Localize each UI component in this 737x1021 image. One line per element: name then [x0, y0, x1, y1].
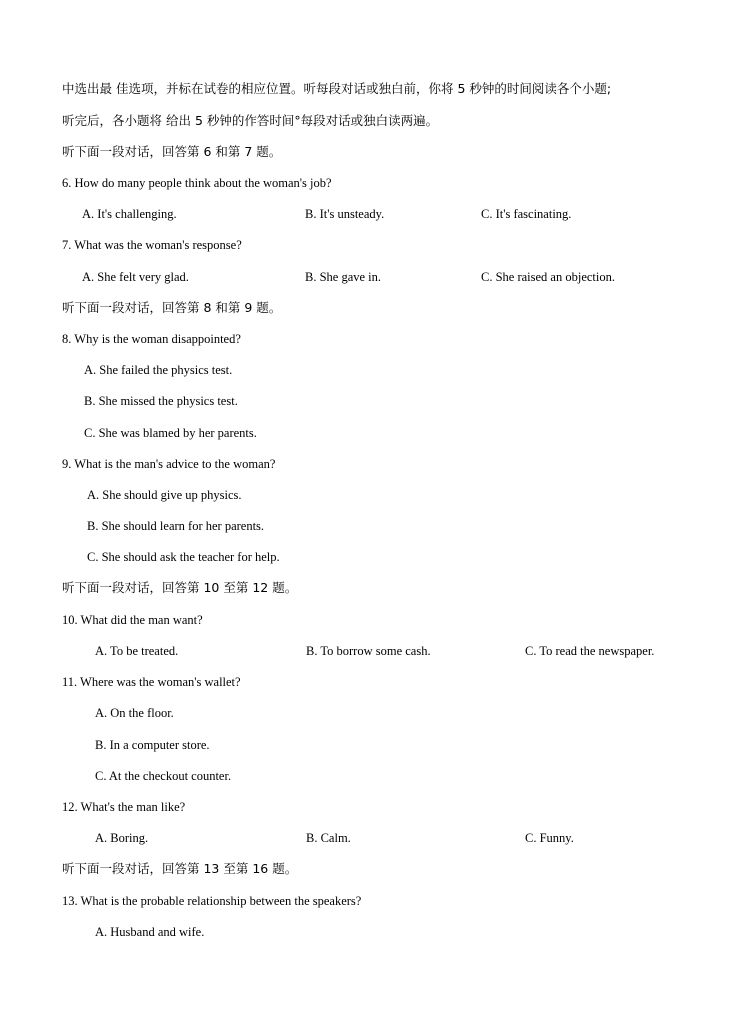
question-11-option-b: B. In a computer store.	[95, 738, 210, 752]
question-13-option-a: A. Husband and wife.	[95, 925, 205, 939]
question-10-option-c: C. To read the newspaper.	[525, 644, 655, 658]
intro-line-2: 听完后，各小题将 给出 5 秒钟的作答时间°每段对话或独白读两遍。	[62, 113, 439, 128]
question-9-option-a: A. She should give up physics.	[87, 488, 242, 502]
question-6-option-a: A. It's challenging.	[82, 207, 177, 221]
question-6-option-b: B. It's unsteady.	[305, 207, 385, 221]
question-8-option-c: C. She was blamed by her parents.	[84, 426, 257, 440]
question-7-stem: 7. What was the woman's response?	[62, 238, 242, 252]
question-8-stem: 8. Why is the woman disappointed?	[62, 332, 241, 346]
question-12-option-a: A. Boring.	[95, 831, 149, 845]
question-12-option-b: B. Calm.	[306, 831, 351, 845]
question-6-option-c: C. It's fascinating.	[481, 207, 572, 221]
question-12-stem: 12. What's the man like?	[62, 800, 186, 814]
section-heading-13-16: 听下面一段对话，回答第 13 至第 16 题。	[62, 861, 298, 876]
intro-line-1: 中选出最 佳选项，并标在试卷的相应位置。听每段对话或独白前，你将 5 秒钟的时间阅读各个小题;	[62, 81, 612, 96]
section-heading-10-12: 听下面一段对话，回答第 10 至第 12 题。	[62, 580, 298, 595]
question-7-option-c: C. She raised an objection.	[481, 270, 615, 284]
question-7-option-b: B. She gave in.	[305, 270, 382, 284]
question-12-option-c: C. Funny.	[525, 831, 574, 845]
question-8-option-b: B. She missed the physics test.	[84, 394, 238, 408]
question-9-option-b: B. She should learn for her parents.	[87, 519, 265, 533]
question-11-option-c: C. At the checkout counter.	[95, 769, 232, 783]
question-11-stem: 11. Where was the woman's wallet?	[62, 675, 241, 689]
question-13-stem: 13. What is the probable relationship between the speakers?	[62, 894, 362, 908]
question-7-option-a: A. She felt very glad.	[82, 270, 189, 284]
question-8-option-a: A. She failed the physics test.	[84, 363, 233, 377]
question-10-option-a: A. To be treated.	[95, 644, 179, 658]
question-9-stem: 9. What is the man's advice to the woman?	[62, 457, 276, 471]
section-heading-6-7: 听下面一段对话，回答第 6 和第 7 题。	[62, 144, 282, 159]
question-10-option-b: B. To borrow some cash.	[306, 644, 431, 658]
question-9-option-c: C. She should ask the teacher for help.	[87, 550, 280, 564]
question-11-option-a: A. On the floor.	[95, 706, 174, 720]
question-10-stem: 10. What did the man want?	[62, 613, 203, 627]
section-heading-8-9: 听下面一段对话，回答第 8 和第 9 题。	[62, 300, 282, 315]
question-6-stem: 6. How do many people think about the woman's job?	[62, 176, 332, 190]
